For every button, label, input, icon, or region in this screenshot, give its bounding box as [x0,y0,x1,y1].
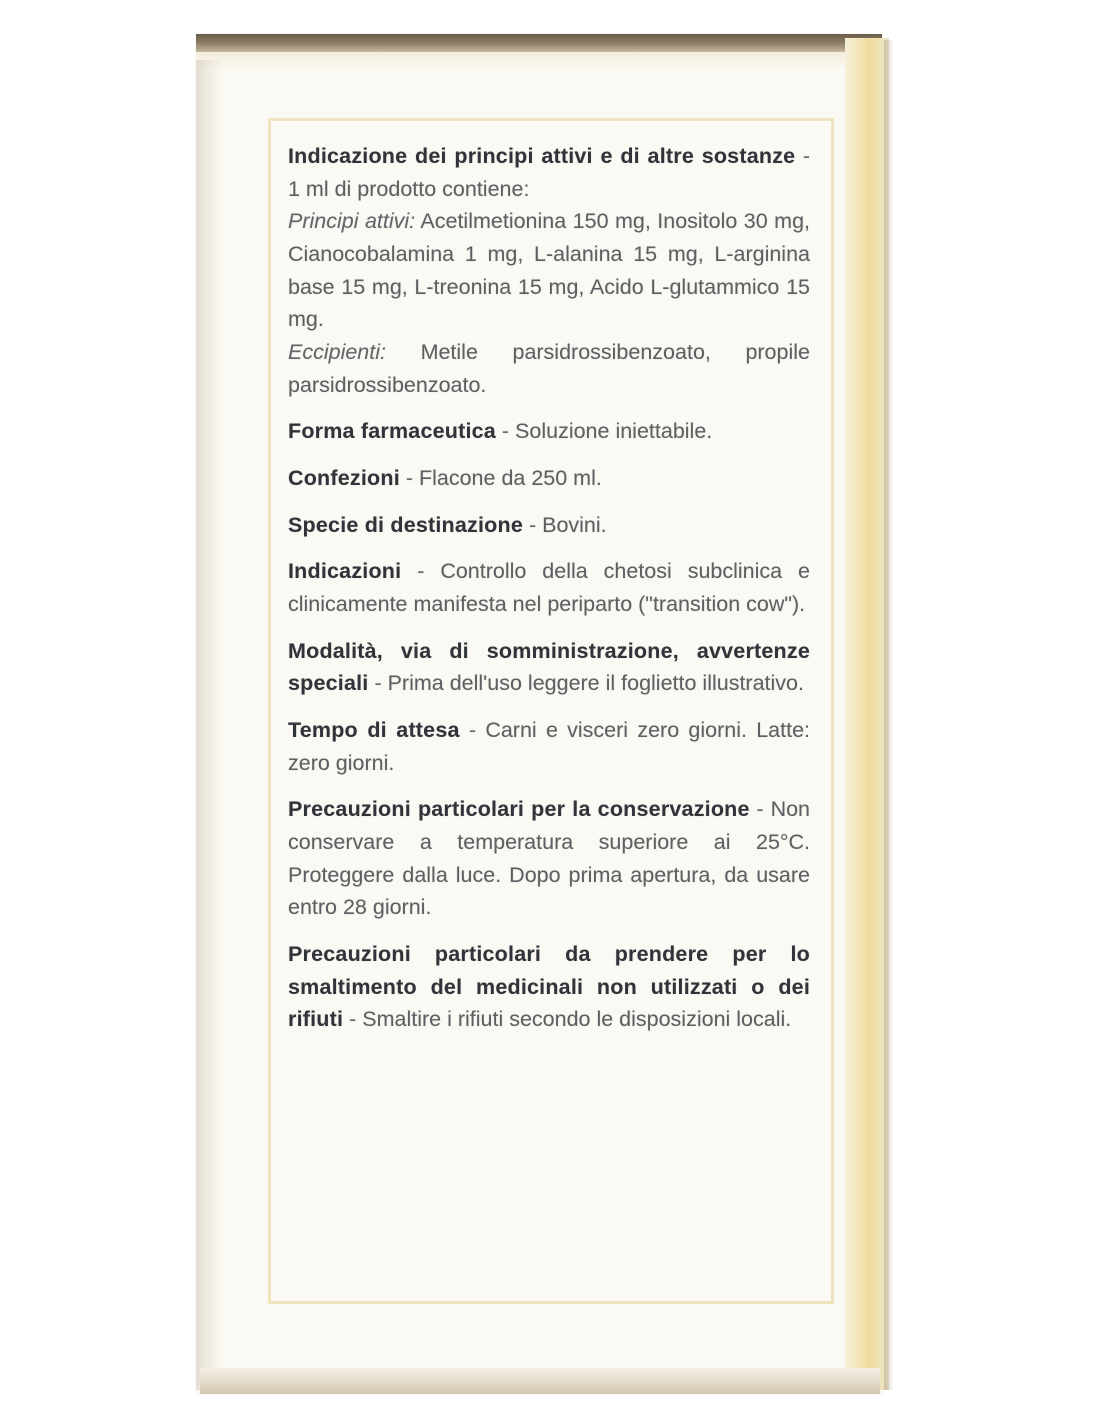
section-text: Non conservare a temperatura superiore ai 25°C. Proteggere dalla luce. Dopo prima apertura, da usare entro 28 giorni. [288,797,811,920]
section-heading: Tempo di attesa [288,718,460,743]
section-tempo-di-attesa [288,714,810,779]
section-heading: Precauzioni particolari per la conservazione [288,797,750,822]
section-text: Controllo della chetosi subclinica e clinicamente manifesta nel periparto ("transition cow"). [288,559,810,617]
section-confezioni [288,462,810,495]
carton-top-highlight [196,52,882,70]
section-lead: 1 ml di prodotto contiene: [288,176,530,201]
section-text: Flacone da 250 ml. [418,466,602,491]
section-text: Smaltire i rifiuti secondo le disposizioni locali. [362,1007,792,1032]
section-heading: Specie di destinazione [288,512,523,537]
section-text: Prima dell'uso leggere il foglietto illustrativo. [387,671,804,696]
section-heading: Precauzioni particolari da prendere per lo smaltimento del medicinali non utilizzati o dei rifiuti [288,942,810,1032]
carton-bottom-edge [200,1368,880,1394]
section-specie-destinazione [288,509,810,542]
heading-dash: - [523,512,543,537]
heading-dash: - [495,419,516,444]
heading-dash: - [368,671,388,696]
carton-side-panel [845,38,889,1390]
section-composizione [288,140,810,401]
heading-dash: - [459,718,486,743]
section-conservazione [288,793,810,924]
carton-side-shadow [884,40,894,1390]
section-heading: Forma farmaceutica [288,419,496,444]
carton-left-shading [196,60,222,1390]
section-heading: Confezioni [288,466,400,491]
section-smaltimento [288,938,810,1036]
heading-dash: - [401,559,441,584]
excipients-label: Eccipienti: [288,340,386,365]
heading-dash: - [795,144,810,168]
section-indicazioni [288,555,810,620]
active-ingredients-text: Acetilmetionina 150 mg, Inositolo 30 mg, Cianocobalamina 1 mg, L-alanina 15 mg, L-arginina base 15 mg, L-treonina 15 mg, Acido L-glutammico 15 mg. [288,209,811,332]
section-modalita-somministrazione [288,635,810,700]
section-heading: Indicazioni [288,559,402,584]
section-heading: Indicazione dei principi attivi e di altre sostanze [288,144,796,168]
heading-dash: - [343,1007,363,1032]
section-text: Carni e visceri zero giorni. Latte: zero giorni. [288,718,810,775]
section-text: Bovini. [542,512,607,537]
leaflet-text-column [288,140,810,1050]
active-ingredients-label: Principi attivi: [288,209,416,234]
heading-dash: - [749,797,771,822]
excipients-text: Metile parsidrossibenzoato, propile parsidrossibenzoato. [288,340,810,397]
heading-dash: - [399,466,419,491]
section-text: Soluzione iniettabile. [515,419,713,444]
section-forma-farmaceutica [288,415,810,448]
section-heading: Modalità, via di somministrazione, avvertenze speciali [288,638,810,696]
